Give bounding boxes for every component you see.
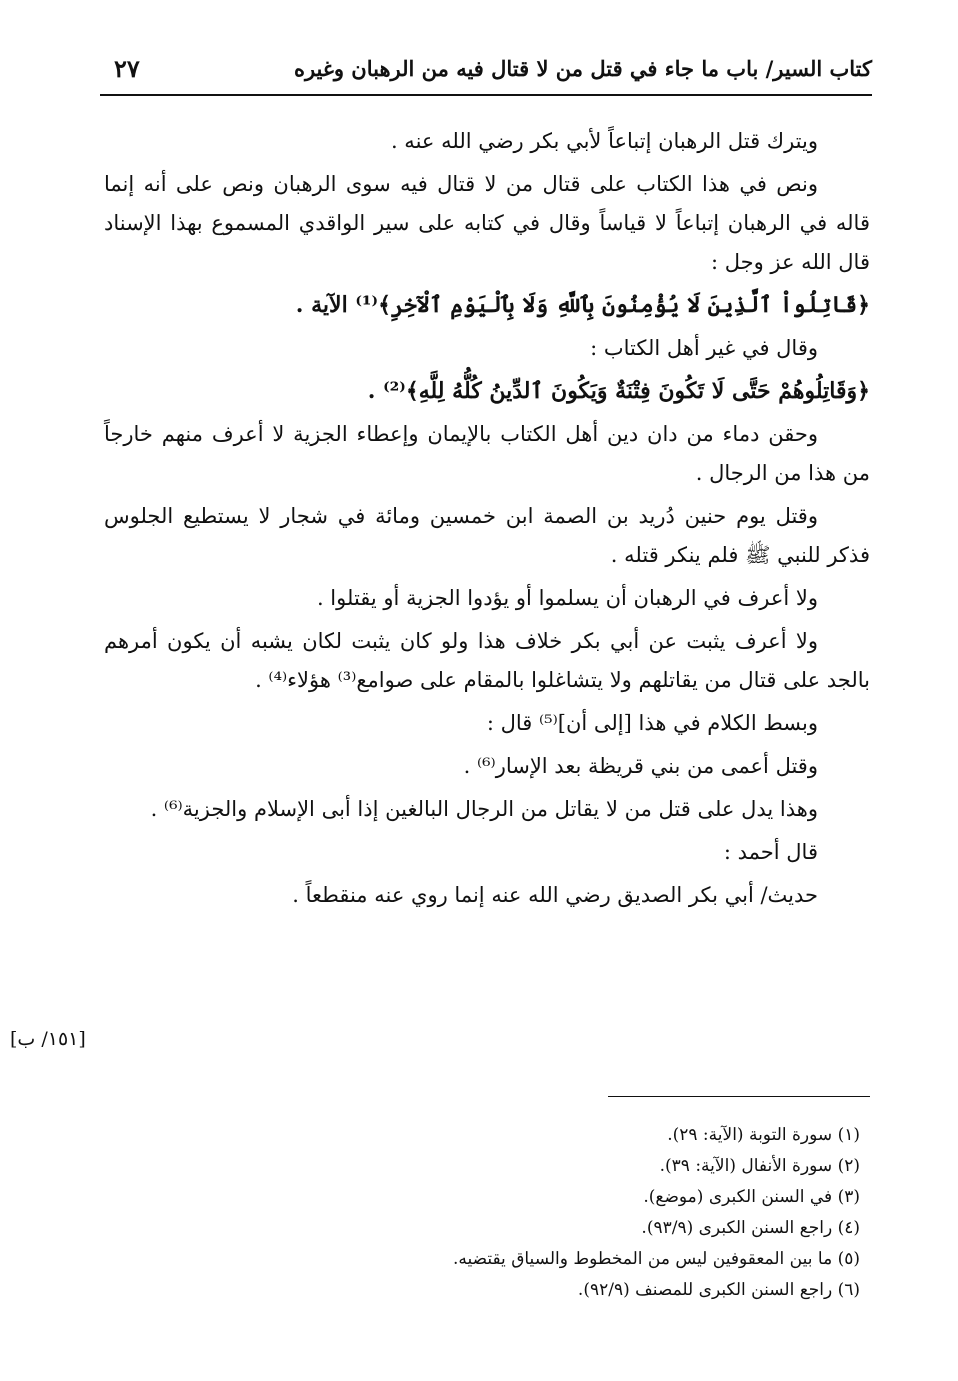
paragraph: ويترك قتل الرهبان إتباعاً لأبي بكر رضي الله عنه . bbox=[390, 129, 818, 153]
footnote: (١) سورة التوبة (الآية: ٢٩). bbox=[667, 1125, 860, 1145]
paragraph: قال أحمد : bbox=[723, 840, 818, 864]
footnote: (٤) راجع السنن الكبرى (٩٣/٩). bbox=[641, 1218, 860, 1238]
footnote-separator bbox=[608, 1096, 870, 1097]
header-title: كتاب السير/ باب ما جاء في قتل من لا قتال فيه من الرهبان وغيره bbox=[293, 56, 872, 81]
paragraph: وحقن دماء من دان دين أهل الكتاب بالإيمان وإعطاء الجزية لا أعرف منهم خارجاً من هذا من الرجال . bbox=[104, 422, 870, 485]
paragraph: ونص في هذا الكتاب على قتال من لا قتال فيه سوى الرهبان ونص على أنه إنما قاله في الرهبان إتباعاً لا قياساً وقال في كتابه على سير الواقدي المسموع بهذا الإسناد قال الله عز وجل : bbox=[104, 172, 870, 274]
footnotes bbox=[200, 1120, 860, 1306]
quran-verse: ﴿قَاتِلُواْ ٱلَّذِينَ لَا يُؤْمِنُونَ بِٱللَّهِ وَلَا بِٱلْيَوْمِ ٱلْآخِرِ﴾⁽¹⁾ الآية . bbox=[295, 292, 870, 318]
paragraph: وبسط الكلام في هذا [إلى أن]⁽⁵⁾ قال : bbox=[486, 711, 818, 735]
paragraph: وقتل يوم حنين دُريد بن الصمة ابن خمسين ومائة في شجار لا يستطيع الجلوس فذكر للنبي ﷺ فلم ينكر قتله . bbox=[104, 504, 870, 567]
page-number: ٢٧ bbox=[114, 54, 140, 83]
footnote: (٢) سورة الأنفال (الآية: ٣٩). bbox=[659, 1156, 860, 1176]
paragraph: حديث/ أبي بكر الصديق رضي الله عنه إنما روي عنه منقطعاً . bbox=[292, 883, 818, 907]
paragraph: وهذا يدل على قتل من لا يقاتل من الرجال البالغين إذا أبى الإسلام والجزية⁽⁶⁾ . bbox=[150, 797, 818, 821]
quran-verse: ﴿وَقَاتِلُوهُمْ حَتَّى لَا تَكُونَ فِتْنَةٌ وَيَكُونَ ٱلدِّينُ كُلُّهُ لِلَّهِ﴾⁽²⁾ . bbox=[367, 378, 870, 404]
paragraph: ولا أعرف في الرهبان أن يسلموا أو يؤدوا الجزية أو يقتلوا . bbox=[316, 586, 818, 610]
paragraph: ولا أعرف يثبت عن أبي بكر خلاف هذا ولو كان يثبت لكان يشبه أن يكون أمرهم بالجد على قتال من يقاتلهم ولا يتشاغلوا بالمقام على صوامع⁽³⁾ هؤلاء⁽⁴⁾ . bbox=[104, 629, 870, 692]
footnote: (٦) راجع السنن الكبرى للمصنف (٩٢/٩). bbox=[577, 1280, 860, 1300]
paragraph: وقال في غير أهل الكتاب : bbox=[590, 336, 818, 360]
footnote: (٥) ما بين المعقوفين ليس من المخطوط والسياق يقتضيه. bbox=[452, 1249, 860, 1269]
main-text bbox=[104, 122, 870, 919]
manuscript-folio-marker: [١٥١/ ب] bbox=[10, 1028, 86, 1050]
footnote: (٣) في السنن الكبرى (موضع). bbox=[643, 1187, 860, 1207]
paragraph: وقتل أعمى من بني قريظة بعد الإسار⁽⁶⁾ . bbox=[463, 754, 818, 778]
running-header bbox=[100, 50, 872, 96]
